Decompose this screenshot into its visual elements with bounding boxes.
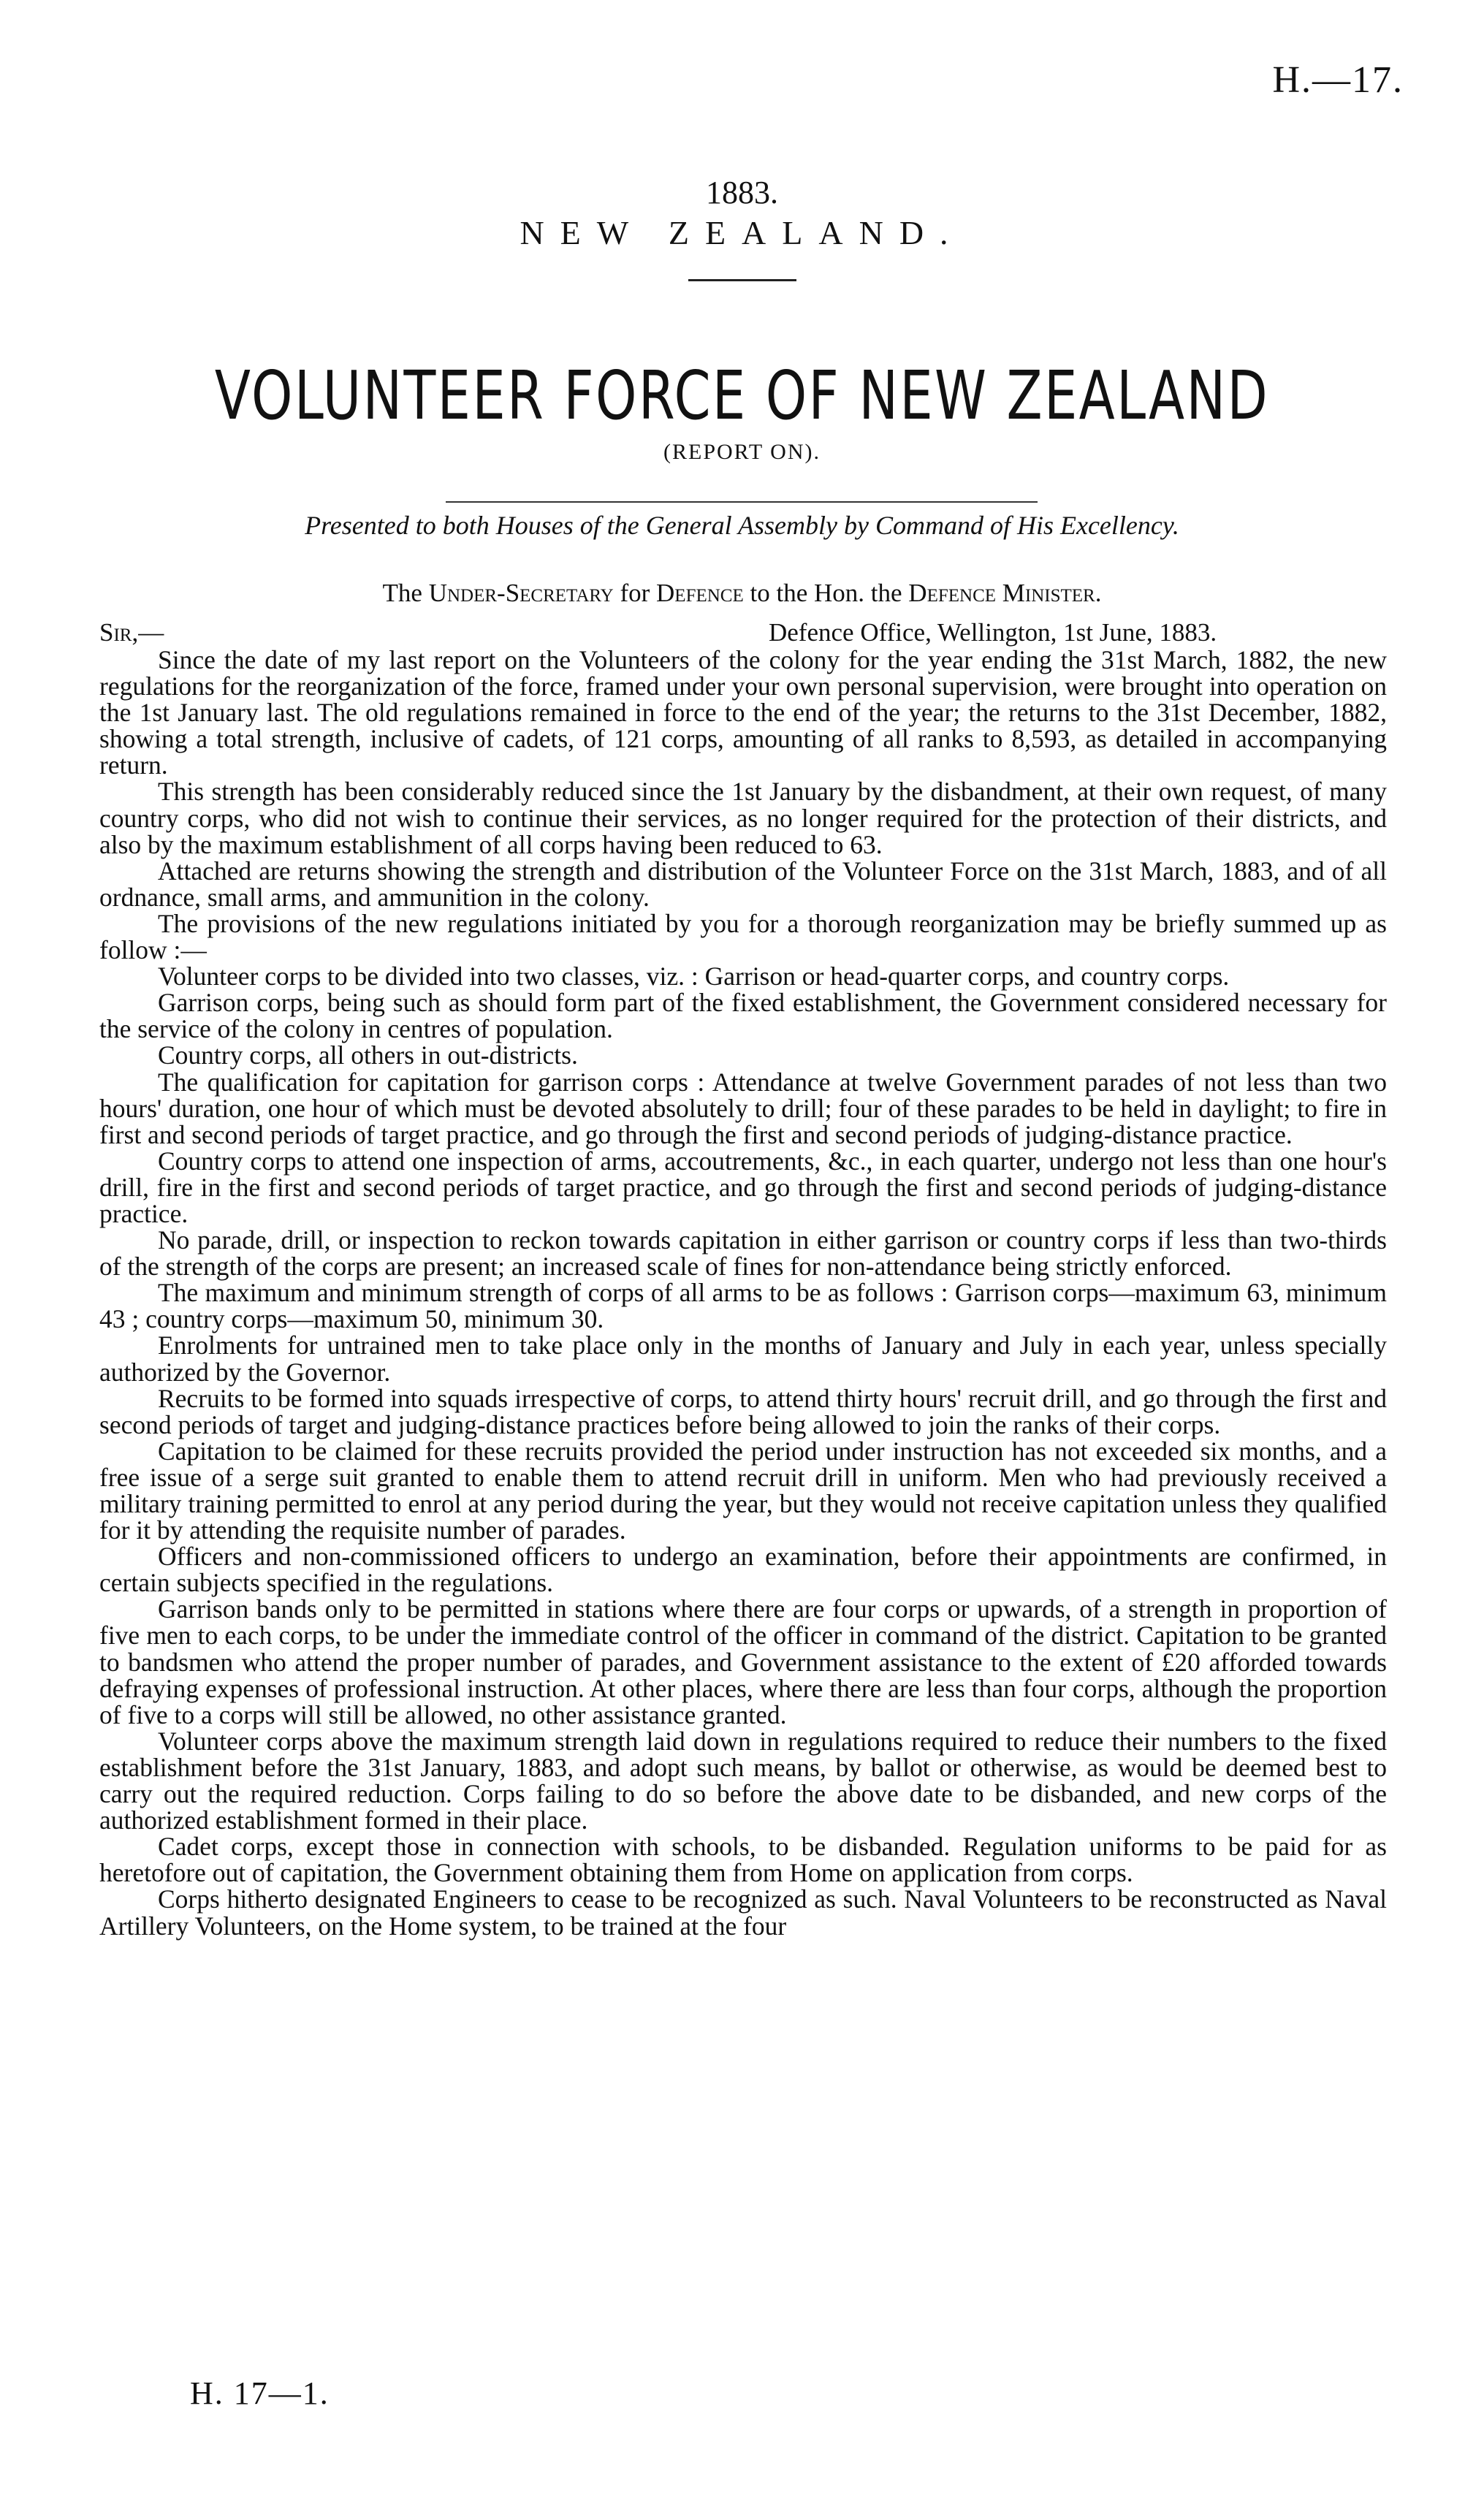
letter-body [99, 647, 1387, 1939]
paragraph: Recruits to be formed into squads irrespective of corps, to attend thirty hours' recruit drill, and go through the first and second periods of target and judging-distance practices before being allowed to join the ranks of their corps. [99, 1383, 1387, 1439]
salutation-line: The Under-Secretary for Defence to the Hon. the Defence Minister. [382, 579, 1102, 607]
greeting: Sir,— [99, 618, 164, 647]
divider [688, 279, 796, 281]
paragraph: Since the date of my last report on the Volunteers of the colony for the year ending the 31st March, 1882, the new regulations for the reorganization of the force, framed under your own personal supervision, were brought into operation on the 1st January last. The old regulations remained in force to the end of the year; the returns to the 31st December, 1882, showing a total strength, inclusive of cadets, of 121 corps, amounting of all ranks to 8,593, as detailed in accompanying return. [99, 645, 1387, 780]
report-subtitle: (REPORT ON). [663, 440, 821, 464]
dateline: Defence Office, Wellington, 1st June, 1883. [769, 618, 1217, 647]
divider [446, 501, 1038, 503]
country-heading: NEW ZEALAND. [520, 214, 964, 251]
report-title: VOLUNTEER FORCE OF NEW ZEALAND [214, 357, 1270, 435]
paragraph: The maximum and minimum strength of corps of all arms to be as follows : Garrison corps—maximum 63, minimum 43 ; country corps—maximum 50, minimum 30. [99, 1278, 1387, 1334]
paragraph: Cadet corps, except those in connection with schools, to be disbanded. Regulation uniforms to be paid for as heretofore out of capitation, the Government obtaining them from Home on application from corps. [99, 1832, 1387, 1888]
paragraph: Country corps, all others in out-districts. [158, 1040, 578, 1070]
paragraph: No parade, drill, or inspection to reckon towards capitation in either garrison or country corps if less than two-thirds of the strength of the corps are present; an increased scale of fines for non-attendance being strictly enforced. [99, 1225, 1387, 1282]
paragraph: Attached are returns showing the strength and distribution of the Volunteer Force on the 31st March, 1883, and of all ordnance, small arms, and ammunition in the colony. [99, 856, 1387, 912]
paragraph: The provisions of the new regulations initiated by you for a thorough reorganization may be briefly summed up as follow :— [99, 908, 1387, 965]
paragraph: Volunteer corps above the maximum strength laid down in regulations required to reduce their numbers to the fixed establishment before the 31st January, 1883, and adopt such means, by ballot or otherwise, as would be deemed best to carry out the required reduction. Corps failing to do so before the above date to be disbanded, and new corps of the authorized establishment formed in their place. [99, 1726, 1387, 1835]
year: 1883. [706, 175, 778, 210]
paragraph: Officers and non-commissioned officers to undergo an examination, before their appointments are confirmed, in certain subjects specified in the regulations. [99, 1542, 1387, 1598]
document-reference: H.—17. [1272, 59, 1404, 101]
paragraph: Enrolments for untrained men to take place only in the months of January and July in each year, unless specially authorized by the Governor. [99, 1331, 1387, 1387]
paragraph: Garrison bands only to be permitted in stations where there are four corps or upwards, of a strength in proportion of five men to each corps, to be under the immediate control of the officer in command of the district. Capitation to be granted to bandsmen who attend the proper number of parades, and Government assistance to the extent of £20 afforded towards defraying expenses of professional instruction. At other places, where there are less than four corps, although the proportion of five to a corps will still be allowed, no other assistance granted. [99, 1594, 1387, 1729]
paragraph: This strength has been considerably reduced since the 1st January by the disbandment, at their own request, of many country corps, who did not wish to continue their services, as no longer required for the protection of their districts, and also by the maximum establishment of all corps having been reduced to 63. [99, 777, 1387, 859]
paragraph: The qualification for capitation for garrison corps : Attendance at twelve Government parades of not less than two hours' duration, one hour of which must be devoted absolutely to drill; four of these parades to be held in daylight; to fire in first and second periods of target practice, and go through the first and second periods of judging-distance practice. [99, 1067, 1387, 1149]
paragraph: Garrison corps, being such as should form part of the fixed establishment, the Government considered necessary for the service of the colony in centres of population. [99, 988, 1387, 1044]
presented-line: Presented to both Houses of the General Assembly by Command of His Excellency. [305, 511, 1179, 540]
paragraph: Capitation to be claimed for these recruits provided the period under instruction has not exceeded six months, and a free issue of a serge suit granted to enable them to attend recruit drill in uniform. Men who had previously received a military training permitted to enrol at any period during the year, but they would not receive capitation unless they qualified for it by attending the requisite number of parades. [99, 1436, 1387, 1545]
paragraph: Corps hitherto designated Engineers to cease to be recognized as such. Naval Volunteers to be reconstructed as Naval Artillery Volunteers, on the Home system, to be trained at the four [99, 1884, 1387, 1941]
paragraph: Country corps to attend one inspection of arms, accoutrements, &c., in each quarter, undergo not less than one hour's drill, fire in the first and second periods of target practice, and go through the first and second periods of judging-distance practice. [99, 1146, 1387, 1228]
paragraph: Volunteer corps to be divided into two classes, viz. : Garrison or head-quarter corps, and country corps. [158, 962, 1230, 991]
page-footer: H. 17—1. [190, 2375, 330, 2411]
